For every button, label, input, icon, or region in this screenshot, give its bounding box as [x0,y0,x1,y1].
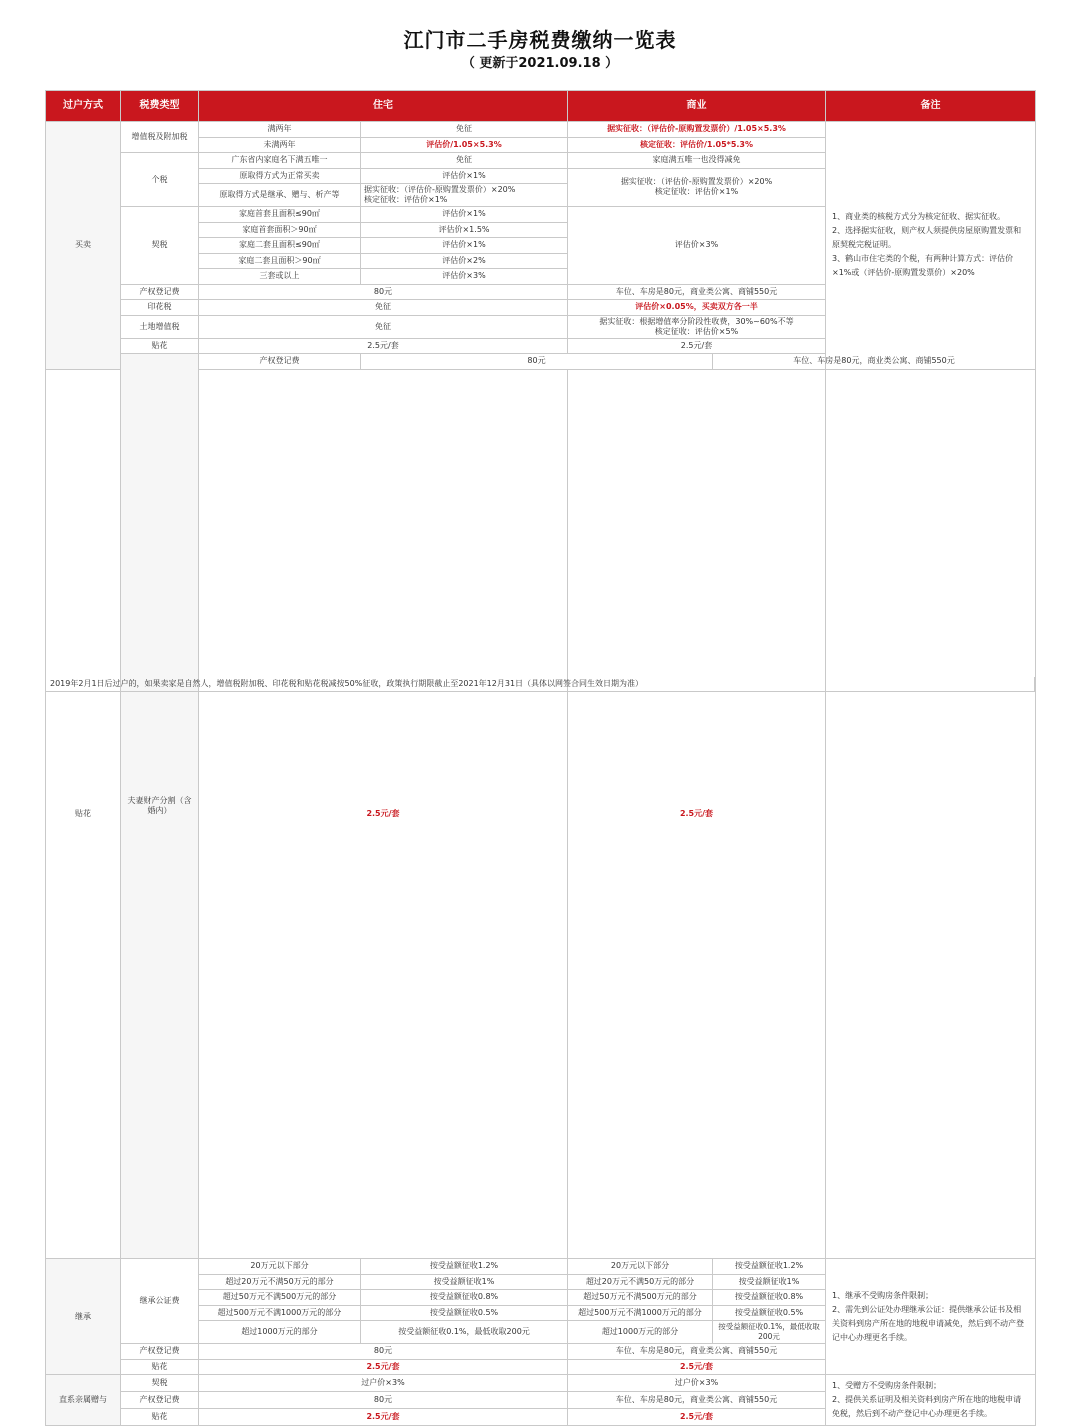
condition-cell: 超过20万元不满50万元的部分 [568,1274,713,1290]
value-cell: 按受益额征收1.2% [361,1259,568,1275]
residential-cell: 过户价×3% [199,1375,568,1392]
residential-cell: 2.5元/套 [199,1359,568,1375]
header-tax-type: 税费类型 [121,91,199,122]
condition-cell: 三套或以上 [199,269,361,285]
commercial-cell: 2.5元/套 [568,338,826,354]
value-cell: 评估价×1% [361,207,568,223]
condition-cell: 广东省内家庭名下满五唯一 [199,153,361,169]
condition-cell: 原取得方式为正常买卖 [199,168,361,184]
commercial-cell: 2.5元/套 [568,369,826,1259]
tax-type-notary: 继承公证费 [121,1259,199,1344]
table-row [46,1375,1036,1392]
value-cell: 免征 [361,153,568,169]
residential-cell: 80元 [199,284,568,300]
condition-cell: 20万元以下部分 [199,1259,361,1275]
header-remarks: 备注 [826,91,1036,122]
commercial-cell: 过户价×3% [568,1375,826,1392]
residential-cell: 免征 [199,300,568,316]
note-line: 1、继承不受购房条件限制； [832,1290,934,1300]
value-cell: 评估价×2% [361,253,568,269]
tax-type-tie: 贴花 [46,369,121,1259]
condition-cell: 原取得方式是继承、赠与、析产等 [199,184,361,207]
commercial-cell: 家庭满五唯一也没得减免 [568,153,826,169]
page-subtitle: （ 更新于2021.09.18 ） [461,56,619,71]
residential-cell: 2.5元/套 [199,1409,568,1426]
residential-cell: 80元 [199,1392,568,1409]
commercial-cell: 核定征收：评估价/1.05*5.3% [568,137,826,153]
value-cell: 按受益额征收0.8% [361,1290,568,1306]
condition-cell: 家庭首套且面积≤90㎡ [199,207,361,223]
note-line: 2、选择据实征收，则产权人须提供房屋原购置发票和原契税完税证明。 [832,226,1022,250]
value-cell: 评估价×3% [361,269,568,285]
condition-cell: 超过50万元不满500万元的部分 [199,1290,361,1306]
page-title: 江门市二手房税费缴纳一览表 [403,28,677,52]
tax-type-registration: 产权登记费 [121,1392,199,1409]
value-cell: 按受益额征收0.1%，最低收取200元 [361,1321,568,1344]
residential-cell: 2.5元/套 [199,369,568,1259]
value-cell: 按受益额征收1% [713,1274,826,1290]
remarks-gift [826,1375,1036,1426]
commercial-cell: 评估价×3% [568,207,826,285]
table-row [46,122,1036,138]
note-line: 3、鹤山市住宅类的个税，有两种计算方式：评估价×1%或（评估价-原购置发票价）×20% [832,254,1014,278]
value-cell: 评估价×1% [361,238,568,254]
commercial-cell: 车位、车房是80元，商业类公寓、商铺550元 [713,354,1036,370]
tax-type-registration: 产权登记费 [121,1344,199,1360]
commercial-cell [568,168,826,207]
condition-cell: 超过1000万元的部分 [568,1321,713,1344]
value-cell: 按受益额征收0.8% [713,1290,826,1306]
tax-type-stamp: 印花税 [121,300,199,316]
footer-note: 2019年2月1日后过户的，如果卖家是自然人，增值税附加税、印花税和贴花税减按50%征收，政策执行期限截止至2021年12月31日（具体以网签合同生效日期为准） [45,677,1035,692]
condition-cell: 超过500万元不满1000万元的部分 [568,1305,713,1321]
commercial-cell: 车位、车房是80元，商业类公寓、商铺550元 [568,1392,826,1409]
condition-cell: 满两年 [199,122,361,138]
value-cell: 评估价×1% [361,168,568,184]
header-commercial: 商业 [568,91,826,122]
tax-type-land: 土地增值税 [121,315,199,338]
remarks-sale [826,122,1036,370]
tax-type-registration: 产权登记费 [121,284,199,300]
condition-cell: 未满两年 [199,137,361,153]
condition-cell: 超过1000万元的部分 [199,1321,361,1344]
residential-cell: 80元 [361,354,713,370]
note-line: 2、需先到公证处办理继承公证：提供继承公证书及相关资料到房产所在地的地税申请减免，然后到不动产登记中心办理更名手续。 [832,1304,1024,1342]
method-gift: 直系亲属赠与 [46,1375,121,1426]
condition-cell: 家庭二套且面积＞90㎡ [199,253,361,269]
value-cell: 评估价×1.5% [361,222,568,238]
commercial-cell: 据实征收：（评估价-原购置发票价）/1.05×5.3% [568,122,826,138]
condition-cell: 20万元以下部分 [568,1259,713,1275]
value-cell: 评估价/1.05×5.3% [361,137,568,153]
header-method: 过户方式 [46,91,121,122]
tax-type-income: 个税 [121,153,199,207]
method-divorce: 夫妻财产分割（含婚内） [121,354,199,1259]
residential-cell: 2.5元/套 [199,338,568,354]
commercial-cell: 2.5元/套 [568,1359,826,1375]
note-line: 1、商业类的核税方式分为核定征收、据实征收。 [832,212,1006,222]
condition-cell: 家庭首套面积＞90㎡ [199,222,361,238]
commercial-cell [568,315,826,338]
commercial-line: 核定征收：评估价×5% [654,326,739,336]
value-cell [361,184,568,207]
table-row [46,1259,1036,1275]
method-sale: 买卖 [46,122,121,370]
table-header-row [46,91,1036,122]
tax-type-deed: 契税 [121,207,199,285]
tax-type-tie: 贴花 [121,1359,199,1375]
commercial-cell: 车位、车房是80元，商业类公寓、商铺550元 [568,1344,826,1360]
condition-cell: 超过500万元不满1000万元的部分 [199,1305,361,1321]
tax-type-tie: 贴花 [121,338,199,354]
commercial-cell: 评估价×0.05%，买卖双方各一半 [568,300,826,316]
condition-cell: 超过20万元不满50万元的部分 [199,1274,361,1290]
commercial-cell: 车位、车房是80元，商业类公寓、商铺550元 [568,284,826,300]
remarks-inherit [826,1259,1036,1375]
residential-cell: 80元 [199,1344,568,1360]
residential-cell: 免征 [199,315,568,338]
tax-type-vat: 增值税及附加税 [121,122,199,153]
tax-table [45,90,1036,1426]
commercial-cell: 2.5元/套 [568,1409,826,1426]
method-inherit: 继承 [46,1259,121,1375]
value-cell: 按受益额征收1.2% [713,1259,826,1275]
value-line: 据实征收：（评估价-原购置发票价）×20% [364,185,516,194]
tax-type-deed: 契税 [121,1375,199,1392]
value-cell: 按受益额征收1% [361,1274,568,1290]
commercial-line: 据实征收：（评估价-原购置发票价）×20% [620,177,773,187]
commercial-line: 核定征收：评估价×1% [654,187,739,197]
value-cell: 按受益额征收0.5% [713,1305,826,1321]
value-cell: 按受益额征收0.1%，最低收取200元 [713,1321,826,1344]
header-residential: 住宅 [199,91,568,122]
note-line: 2、提供关系证明及相关资料到房产所在地的地税申请免税，然后到不动产登记中心办理更名手续。 [832,1395,1022,1418]
note-line: 1、受赠方不受购房条件限制； [832,1381,942,1390]
commercial-line: 据实征收：根据增值率分阶段性收费，30%~60%不等 [599,316,794,326]
tax-type-registration: 产权登记费 [199,354,361,370]
condition-cell: 超过50万元不满500万元的部分 [568,1290,713,1306]
condition-cell: 家庭二套且面积≤90㎡ [199,238,361,254]
value-line: 核定征收：评估价×1% [364,195,448,204]
value-cell: 免征 [361,122,568,138]
value-cell: 按受益额征收0.5% [361,1305,568,1321]
tax-type-tie: 贴花 [121,1409,199,1426]
